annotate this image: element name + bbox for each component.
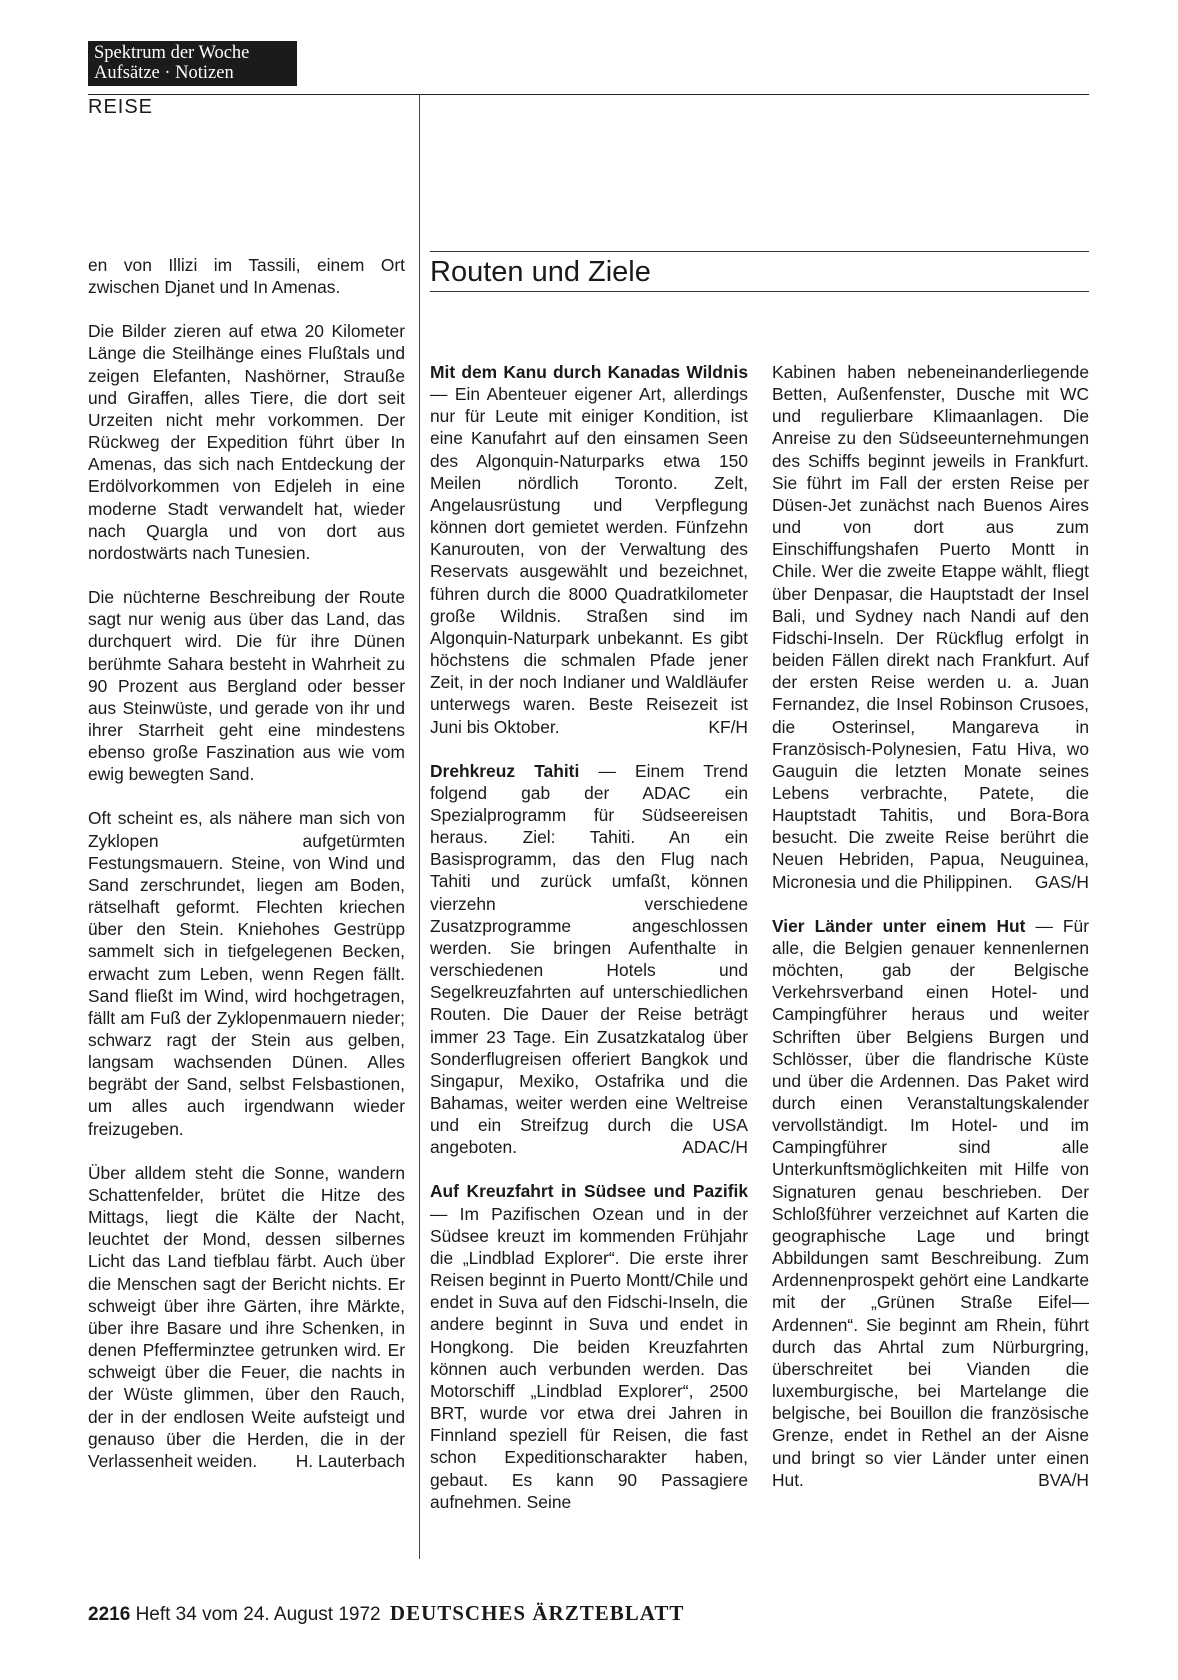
article-cruise-continued [772,361,1089,893]
page-headline: Routen und Ziele [430,256,651,288]
left-column [88,254,405,1494]
article-tahiti-lead: Drehkreuz Tahiti [430,760,580,781]
column-divider [419,94,420,1559]
article-cruise [430,1180,748,1512]
rubric-box [88,41,297,86]
rubric-line-1: Spektrum der Woche [94,43,250,63]
section-label: REISE [88,96,154,118]
page-footer [88,1601,684,1626]
middle-column [430,361,748,1535]
article-cruise-lead: Auf Kreuzfahrt in Südsee und Pazifik [430,1181,748,1202]
author-signature: H. Lauterbach [295,1450,405,1471]
article-tahiti [430,760,748,1159]
article-belgium [772,915,1089,1491]
left-paragraph-5-text: Über alldem steht die Sonne, wandern Schattenfelder, brütet die Hitze des Mittags, liegt die Kälte der Nacht, leuchtet der Mond, dessen silbernes Licht das Land tiefblau färbt. Auch über die Menschen sagt der Bericht nichts. Er schweigt über ihre Gärten, ihre Märkte, über ihre Basare und ihre Schenken, in denen Pfefferminztee getrunken wird. Er schweigt über die Feuer, die nachts in der Wüste glimmen, über den Rauch, der in der endlosen Weite aufsteigt und genauso über die Herden, die in der Verlassenheit weiden. [88,1162,405,1471]
right-column [772,361,1089,1513]
header-rule [88,94,1089,95]
issue-info: Heft 34 vom 24. August 1972 [135,1604,381,1625]
article-canoe [430,361,748,738]
article-belgium-body: — Für alle, die Belgien genauer kennenlernen möchten, gab der Belgische Verkehrsverband einen Hotel- und Campingführer heraus und weiter Schriften über Belgiens Burgen und Schlösser, über die flandrische Küste und über die Ardennen. Das Paket wird durch einen Veranstaltungskalender vervollständigt. Im Hotel- und im Campingführer sind alle Unterkunftsmöglichkeiten mit Hilfe von Signaturen genau beschrieben. Der Schloßführer verzeichnet auf Karten die geographische Lage und bringt Abbildungen samt Beschreibung. Zum Ardennenprospekt gehört eine Landkarte mit der „Grünen Straße Eifel—Ardennen“. Sie beginnt am Rhein, führt durch das Ahrtal zum Nürburgring, überschreitet bei Vianden die luxemburgische, bei Martelange die belgische, bei Bouillon die französische Grenze, endet in Rethel an der Aisne und bringt so vier Länder unter einen Hut. [772,915,1090,1490]
rubric-line-2: Aufsätze · Notizen [94,63,234,83]
left-paragraph-1: en von Illizi im Tassili, einem Ort zwischen Djanet und In Amenas. [88,255,405,298]
left-paragraph-3: Die nüchterne Beschreibung der Route sagt nur wenig aus über das Land, das durchquert wird. Die für ihre Dünen berühmte Sahara besteht in Wahrheit zu 90 Prozent aus Bergland oder besser aus Steinwüste, und gerade von ihr und ihrer Starrheit geht eine mindestens ebenso große Faszination aus wie vom ewig bewegten Sand. [88,587,405,785]
article-canoe-lead: Mit dem Kanu durch Kanadas Wildnis [430,362,748,382]
left-paragraph-2: Die Bilder zieren auf etwa 20 Kilometer Länge die Steilhänge eines Flußtals und zeigen Elefanten, Nashörner, Strauße und Giraffen, alles Tiere, die dort seit Urzeiten nicht mehr vorkommen. Der Rückweg der Expedition führt über In Amenas, das sich nach Entdeckung der Erdölvorkommen von Edjeleh in eine moderne Stadt verwandelt hat, wieder nach Quargla und von dort aus nordostwärts nach Tunesien. [88,321,405,563]
article-cruise-body-continued: Kabinen haben nebeneinanderliegende Betten, Außenfenster, Dusche mit WC und regulierbare Klimaanlagen. Die Anreise zu den Südseeunternehmungen des Schiffs beginnt jeweils in Frankfurt. Sie führt im Fall der ersten Reise per Düsen-Jet zunächst nach Buenos Aires und von dort aus zum Einschiffungshafen Puerto Montt in Chile. Wer die zweite Etappe wählt, fliegt über Denpasar, die Hauptstadt der Insel Bali, und Sydney nach Nandi auf den Fidschi-Inseln. Der Rückflug erfolgt in beiden Fällen direkt nach Frankfurt. Auf der ersten Reise werden u. a. Juan Fernandez, die Insel Robinson Crusoes, die Osterinsel, Mangareva in Französisch-Polynesien, Fatu Hiva, wo Gauguin die letzten Monate seines Lebens verbrachte, Patete, die Hauptstadt Tahitis, und Bora-Bora besucht. Die zweite Reise berührt die Neuen Hebriden, Papua, Neuguinea, Micronesia und die Philippinen. [772,362,1089,892]
left-paragraph-4: Oft scheint es, als nähere man sich von Zyklopen aufgetürmten Festungsmauern. Steine, von Wind und Sand zerschrundet, liegen am Boden, rätselhaft geformt. Flechten kriechen über den Stein. Kniehohes Gestrüpp sammelt sich in tiefgelegenen Becken, erwacht zum Leben, wenn Regen fällt. Sand fließt im Wind, wird hochgetragen, fällt am Fuß der Zyklopenmauern nieder; schwarz ragt der Stein aus gelben, langsam wachsenden Dünen. Alles begräbt der Sand, selbst Felsbastionen, um alles auch irgendwann wieder freizugeben. [88,808,405,1139]
headline-rule-top [430,251,1089,252]
article-belgium-lead: Vier Länder unter einem Hut [772,915,1026,936]
article-cruise-signature: GAS/H [1034,871,1089,892]
article-tahiti-body: — Einem Trend folgend gab der ADAC ein Spezialprogramm für Südseereisen heraus. Ziel: Tahiti. An ein Basisprogramm, das den Flug nach Tahiti und zurück umfaßt, können vierzehn verschiedene Zusatzprogramme angeschlossen werden. Sie bringen Aufenthalte in verschiedenen Hotels und Segelkreuzfahrten auf unterschiedlichen Routen. Die Dauer der Reise beträgt immer 23 Tage. Ein Zusatzkatalog über Sonderflugreisen offeriert Bangkok und Singapur, Mexiko, Ostafrika und die Bahamas, weiter werden eine Weltreise und ein Streifzug durch die USA angeboten. [430,760,748,1158]
article-belgium-signature: BVA/H [1038,1469,1089,1490]
article-canoe-signature: KF/H [708,716,748,737]
article-canoe-body: — Ein Abenteuer eigener Art, allerdings nur für Leute mit einiger Kondition, ist eine Kanufahrt auf den einsamen Seen des Algonquin-Naturparks etwa 150 Meilen nördlich Toronto. Zelt, Angelausrüstung und Verpflegung können dort gemietet werden. Fünfzehn Kanurouten, von der Verwaltung des Reservats ausgewählt und bezeichnet, führen durch die 8000 Quadratkilometer große Wildnis. Straßen sind im Algonquin-Naturpark unbekannt. Es gibt höchstens die schmalen Pfade jener Zeit, in der noch Indianer und Waldläufer unterwegs waren. Beste Reisezeit ist Juni bis Oktober. [430,384,748,737]
article-tahiti-signature: ADAC/H [682,1137,748,1158]
left-paragraph-5 [88,1162,405,1472]
article-cruise-body: — Im Pazifischen Ozean und in der Südsee kreuzt im kommenden Frühjahr die „Lindblad Explorer“. Die erste ihrer Reisen beginnt in Puerto Montt/Chile und endet in Suva auf den Fidschi-Inseln, die andere beginnt in Suva und endet in Hongkong. Die beiden Kreuzfahrten können auch verbunden werden. Das Motorschiff „Lindblad Explorer“, 2500 BRT, wurde vor etwa drei Jahren in Finnland speziell für Reisen, die fast schon Expeditionscharakter haben, gebaut. Es kann 90 Passagiere aufnehmen. Seine [430,1203,748,1512]
page-number: 2216 [88,1604,131,1625]
magazine-title: DEUTSCHES ÄRZTEBLATT [389,1601,685,1625]
headline-rule-bottom [430,291,1089,292]
